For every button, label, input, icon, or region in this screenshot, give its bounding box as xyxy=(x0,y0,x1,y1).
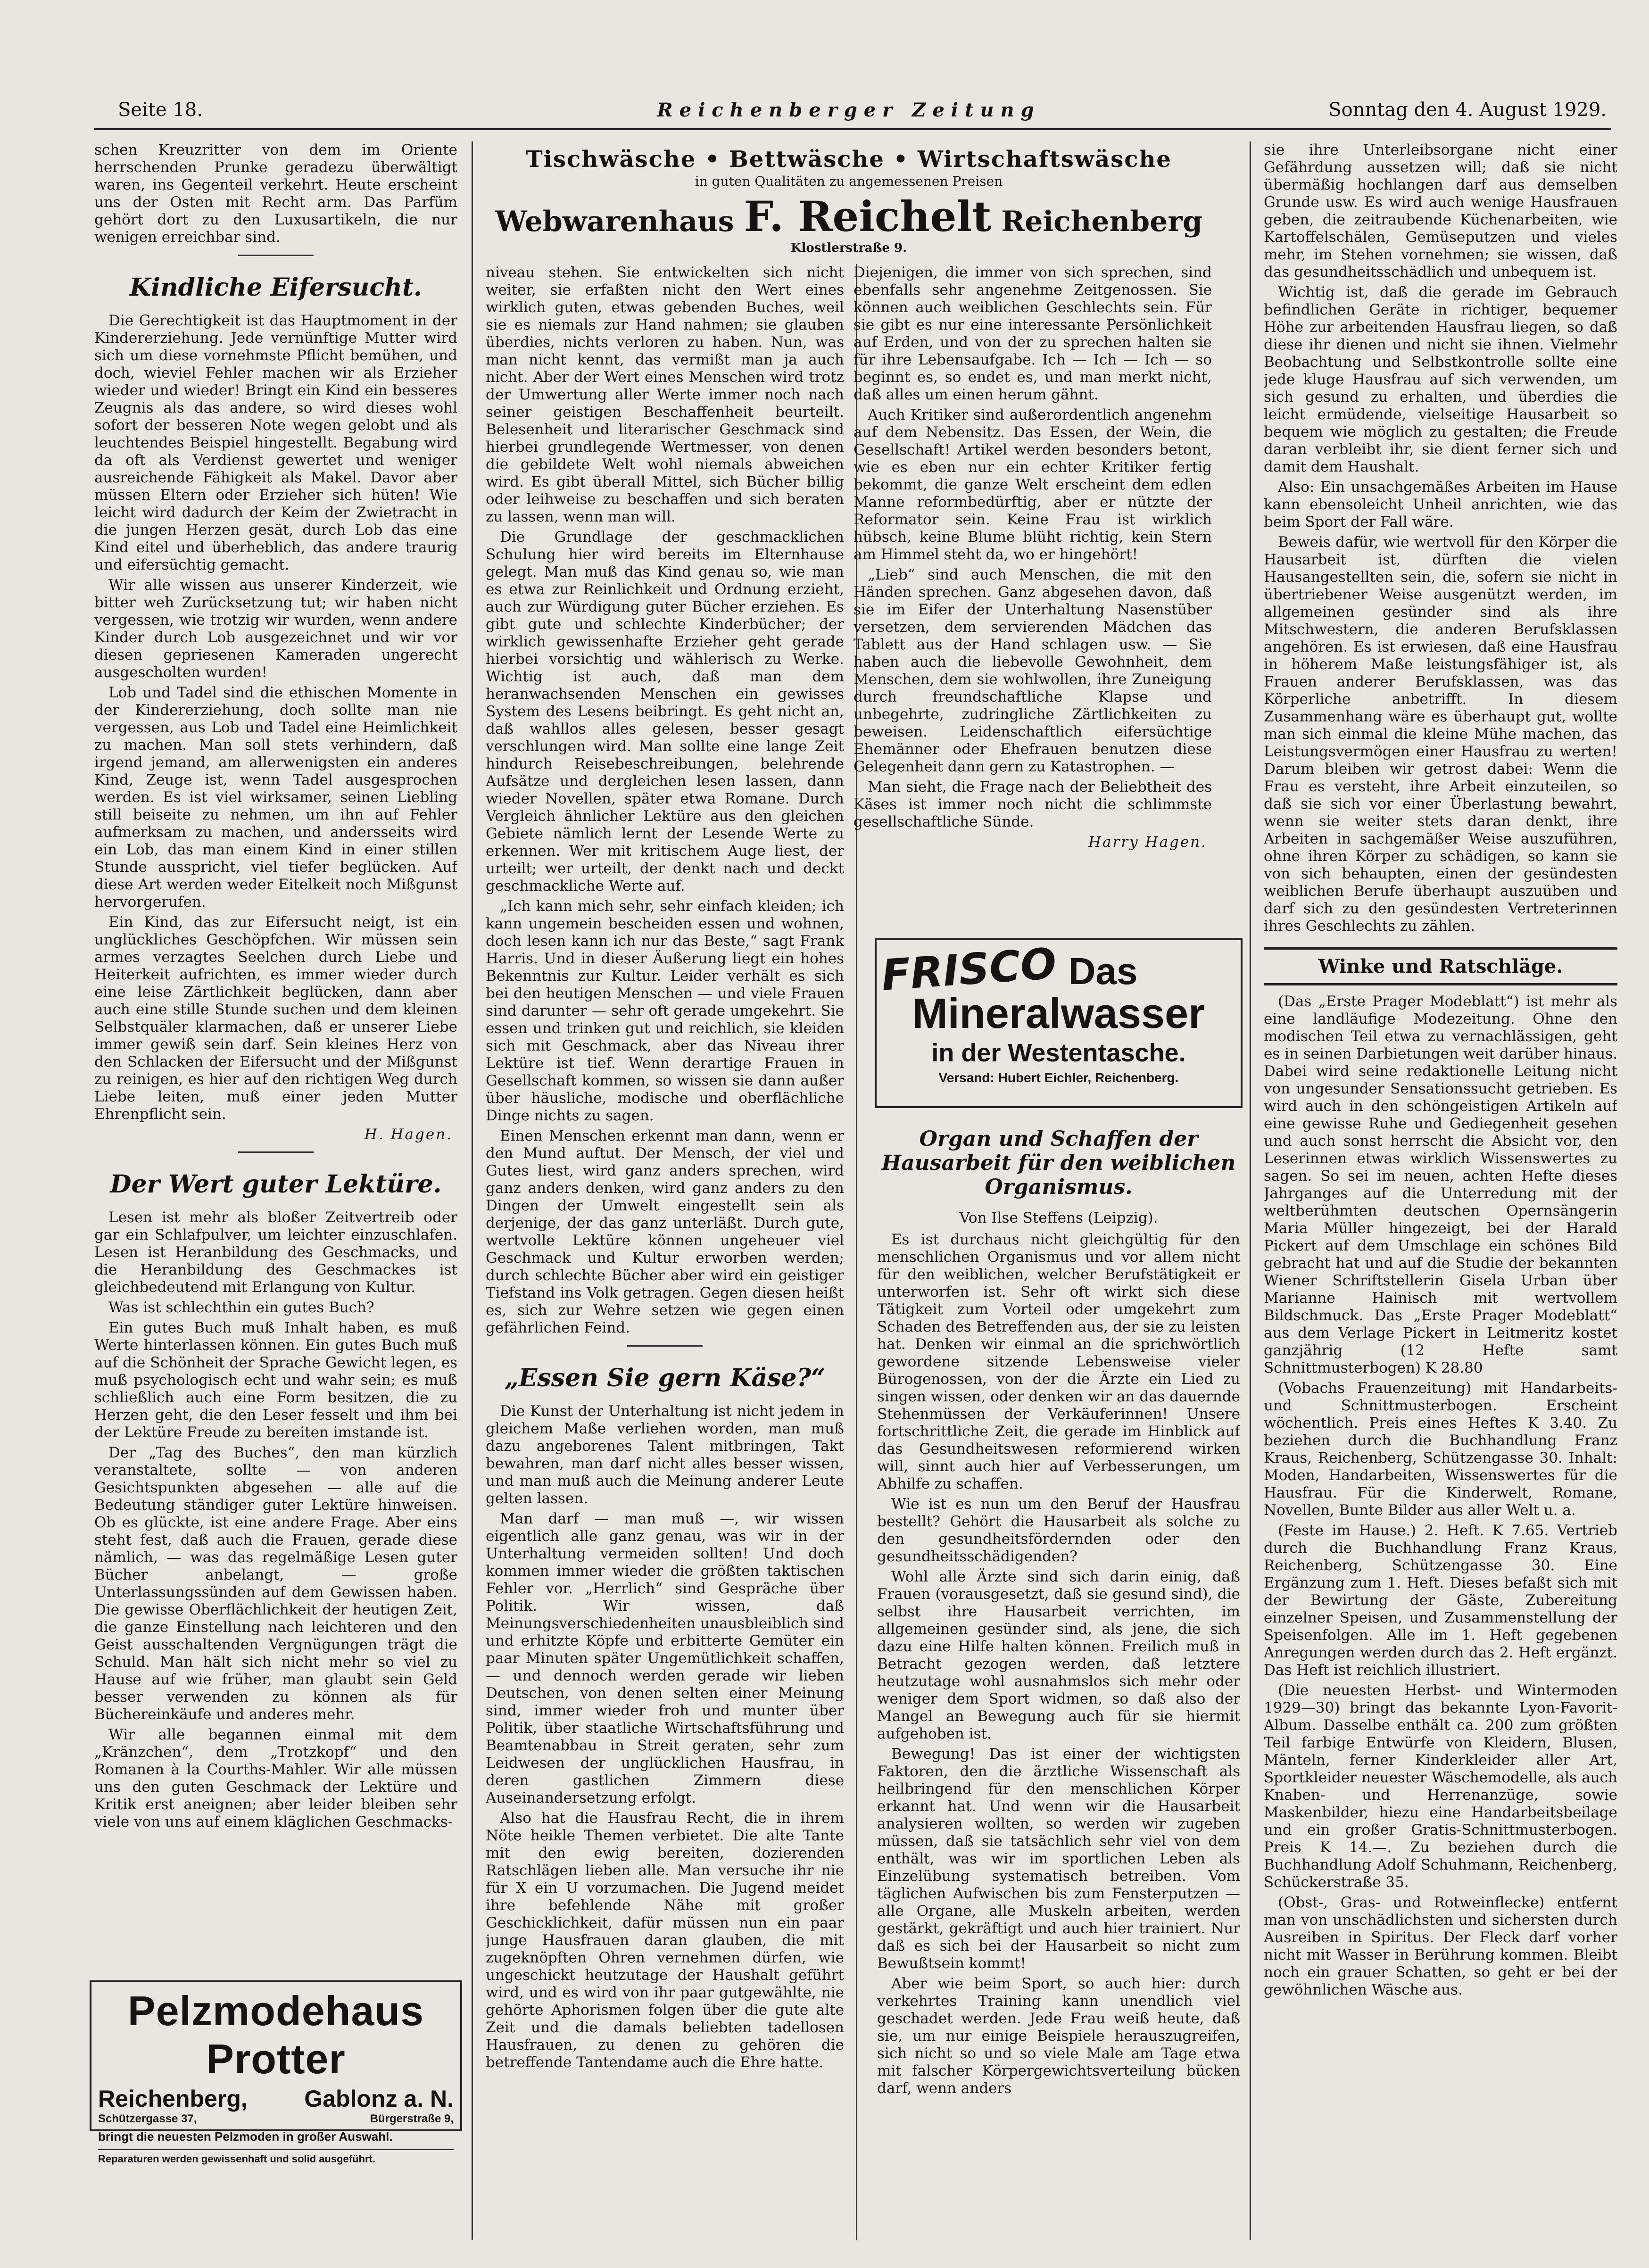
intro-text: schen Kreuzritter von dem im Oriente herrschenden Prunke geradezu überwältigt waren, ins Gegenteil verkehrt. Heute erscheint uns der Osten mit Recht arm. Das Parfüm gehört dort zu den Luxusartikeln, die nur wenigen erreichbar sind. xyxy=(94,141,457,246)
article-title: Organ und Schaffen der Hausarbeit für den weiblichen Organismus. xyxy=(881,1127,1236,1199)
ad-city: Gablonz a. N. xyxy=(304,2086,454,2112)
ad-footer: Reparaturen werden gewissenhaft und solid ausgeführt. xyxy=(98,2149,454,2165)
author-signature: Harry Hagen. xyxy=(1088,834,1207,851)
paragraph: Wir alle wissen aus unserer Kinderzeit, wie bitter weh Zurücksetzung tut; wir haben nicht vergessen, wie trotzig wir wurden, wenn andere Kinder durch Lob ausgezeichnet und wir vor diesen gepriesenen Kameraden ungerecht ausgescholten wurden! xyxy=(94,577,457,681)
ad-brand: FRISCO xyxy=(879,939,1058,1001)
issue-date: Sonntag den 4. August 1929. xyxy=(1328,99,1607,121)
paragraph: Wir alle begannen einmal mit dem „Kränzchen“, dem „Trotzkopf“ und den Romanen à la Courths-Mahler. Wir alle müssen uns den guten Geschmack der Lektüre und Kritik erst aneignen; aber leider bleiben sehr viele von uns auf einem kläglichen Geschmacks- xyxy=(94,1726,457,1830)
ad-company xyxy=(486,192,1212,241)
paragraph: „Lieb“ sind auch Menschen, die mit den Händen sprechen. Ganz abgesehen davon, daß sie im Eifer der Unterhaltung Nasenstüber versetzen, dem servierenden Mädchen das Tablett aus der Hand schlagen usw. — Sie haben auch die liebevolle Gewohnheit, dem Menschen, dem sie wohlwollen, ihre Zuneigung durch freundschaftliche Klapse und unbegehrte, zudringliche Zärtlichkeiten zu beweisen. Leidenschaftlich eifersüchtige Ehemänner oder Ehefrauen benutzen diese Gelegenheit dann gern zu Katastrophen. — xyxy=(854,566,1212,775)
page-number: Seite 18. xyxy=(118,99,203,121)
section-title: Winke und Ratschläge. xyxy=(1264,947,1617,985)
paragraph: Lob und Tadel sind die ethischen Momente in der Kindererziehung, doch sollte man nie vergessen, aus Lob und Tadel eine Heimlichkeit zu machen. Man soll stets verhindern, daß irgend jemand, am allerwenigsten ein anderes Kind, Zeuge ist, wenn Tadel ausgesprochen werden. Es ist viel wirksamer, seinen Liebling still beiseite zu nehmen, um ihn auf Fehler aufmerksam zu machen, und andersseits wird ein Lob, das man einem Kind in einer stillen Stunde ausspricht, viel tiefer beglücken. Auf diese Art werden weder Eitelkeit noch Mißgunst hervorgerufen. xyxy=(94,684,457,911)
ad-headline: Tischwäsche • Bettwäsche • Wirtschaftswäsche xyxy=(526,146,1172,173)
frisco-advertisement xyxy=(875,938,1243,1108)
paragraph: niveau stehen. Sie entwickelten sich nicht weiter, sie erfaßten nicht den Wert eines wirklich guten, etwas gebenden Buches, weil sie es niemals zur Hand nahmen; sie glauben überdies, nichts verloren zu haben. Nun, was man nicht kennt, das vermißt man ja auch nicht. Aber der Wert eines Menschen wird trotz der Umwertung aller Werte immer noch nach seiner geistigen Beschaffenheit beurteilt. Belesenheit und literarischer Geschmack sind hierbei grundlegende Wertmesser, von denen die gebildete Welt wohl niemals abweichen wird. Es gibt überall Mittel, sich Bücher billig oder leihweise zu beschaffen und sich beraten zu lassen, wenn man will. xyxy=(486,264,844,525)
paragraph: (Feste im Hause.) 2. Heft. K 7.65. Vertrieb durch die Buchhandlung Franz Kraus, Reichenberg, Schützengasse 30. Eine Ergänzung zum 1. Heft. Dieses befaßt sich mit der Bewirtung der Gäste, Zubereitung einzelner Speisen, und Zusammenstellung der Speisenfolgen. Alle im 1. Heft gegebenen Anregungen werden durch das 2. Heft ergänzt. Das Heft ist reichlich illustriert. xyxy=(1264,1522,1617,1679)
column-2 xyxy=(486,264,844,2235)
paragraph: Auch Kritiker sind außerordentlich angenehm auf dem Nebensitz. Das Essen, der Wein, die Gesellschaft! Artikel werden besonders betont, wie es eben nur ein echter Kritiker fertig bekommt, die ganze Welt erscheint dem edlen Manne reformbedürftig, aber er nützte der Reformator sein. Keine Frau ist wirklich hübsch, keine Blume blüht richtig, kein Stern am Himmel steht da, wo er hingehört! xyxy=(854,406,1212,563)
ad-product: Mineralwasser xyxy=(912,990,1205,1037)
paragraph: Ein Kind, das zur Eifersucht neigt, ist ein unglückliches Geschöpfchen. Wir müssen sein armes verzagtes Seelchen durch Liebe und Heiterkeit aufrichten, es immer wieder durch eine leise Zärtlichkeit beglücken, dann aber auch eine stille Stunde suchen und dem kleinen Selbstquäler klarmachen, daß er unserer Liebe immer gewiß sein darf. Sein kleines Herz von den Schlacken der Eifersucht und der Mißgunst zu reinigen, es hier auf den richtigen Weg durch Liebe leiten, muß einer jeden Mutter Ehrenpflicht sein. xyxy=(94,914,457,1123)
paragraph: Wohl alle Ärzte sind sich darin einig, daß Frauen (vorausgesetzt, daß sie gesund sind), die selbst ihre Hausarbeit verrichten, im allgemeinen gesünder sind, als jene, die sich dazu eine Hilfe halten können. Freilich muß in Betracht gezogen werden, daß letztere heutzutage wohl ausnahmslos sich mehr oder weniger dem Sport widmen, so daß also der Mangel an Bewegung auch für sie hiermit aufgehoben ist. xyxy=(877,1568,1240,1742)
article-byline: Von Ilse Steffens (Leipzig). xyxy=(959,1209,1158,1226)
column-3-upper xyxy=(854,264,1212,915)
paragraph: (Vobachs Frauenzeitung) mit Handarbeits- und Schnittmusterbogen. Erscheint wöchentlich. Preis eines Heftes K 3.40. Zu beziehen durch die Buchhandlung Franz Kraus, Reichenberg, Schützengasse 30. Inhalt: Moden, Handarbeiten, Wissenswertes für die Hausfrau. Für die Kinderwelt, Romane, Novellen, Bunte Bilder aus aller Welt u. a. xyxy=(1264,1380,1617,1519)
ad-company-prefix: Webwarenhaus xyxy=(495,205,734,238)
paragraph: Was ist schlechthin ein gutes Buch? xyxy=(108,1299,374,1316)
paragraph: Der „Tag des Buches“, den man kürzlich veranstaltete, sollte — von anderen Gesichtspunkten abgesehen — alle auf die Bedeutung ständiger guter Lektüre hinweisen. Ob es glückte, ist eine andere Frage. Aber eins steht fest, daß auch die Frauen, gerade diese nämlich, — was das regelmäßige Lesen guter Bücher anbelangt, — große Unterlassungssünden auf dem Gewissen haben. Die gewisse Oberflächlichkeit der heutigen Zeit, die ganze Einstellung nach leichteren und den Geist ausschaltenden Vergnügungen trägt die Schuld. Man hält sich nicht mehr so viel zu Hause auf wie früher, man glaubt sein Geld besser verwenden zu können als für Büchereinkäufe und anderes mehr. xyxy=(94,1444,457,1723)
paragraph: „Ich kann mich sehr, sehr einfach kleiden; ich kann ungemein bescheiden essen und wohnen, doch lesen kann ich nur das Beste,“ sagt Frank Harris. Und in dieser Äußerung liegt ein hohes Bekenntnis zur Kultur. Leider verhält es sich bei den heutigen Menschen — und viele Frauen sind darunter — sehr oft gerade umgekehrt. Sie essen und trinken gut und reichlich, sie kleiden sich mit Geschmack, aber das Niveau ihrer Lektüre ist tief. Wenn derartige Frauen in Gesellschaft kommen, so wissen sie dann außer über häusliche, modische und oberflächliche Dinge nichts zu sagen. xyxy=(486,898,844,1124)
paragraph: Wie ist es nun um den Beruf der Hausfrau bestellt? Gehört die Hausarbeit als solche zu den gesundheitsfördernden oder den gesundheitsschädigenden? xyxy=(877,1496,1240,1565)
ad-headline: Das xyxy=(1068,950,1138,992)
ad-distributor: Versand: Hubert Eichler, Reichenberg. xyxy=(938,1070,1179,1085)
paragraph: Man sieht, die Frage nach der Beliebtheit des Käses ist immer noch nicht die schlimmste gesellschaftliche Sünde. xyxy=(854,778,1212,830)
paragraph: Diejenigen, die immer von sich sprechen, sind ebenfalls sehr angenehme Zeitgenossen. Sie können auch weiblichen Geschlechts sein. Für sie gibt es nur eine interessante Persönlichkeit auf Erden, und von der zu sprechen halten sie für ihre Lebensaufgabe. Ich — Ich — Ich — so beginnt es, so endet es, und man merkt nicht, daß alles um einen herum gähnt. xyxy=(854,264,1212,403)
article-title: „Essen Sie gern Käse?“ xyxy=(505,1364,825,1392)
paragraph: Die Grundlage der geschmacklichen Schulung hier wird bereits im Elternhause gelegt. Man muß das Kind genau so, wie man es etwa zur Reinlichkeit und Ordnung erzieht, auch zur Würdigung guter Bücher erziehen. Es gibt gute und schlechte Kinderbücher; der wirklich gewissenhafte Erzieher geht gerade hierbei vorsichtig und wählerisch zu Werke. Wichtig ist auch, daß man dem heranwachsenden Menschen ein gewisses System des Lesens beibringt. Es geht nicht an, daß wahllos alles gelesen, besser gesagt verschlungen wird. Man sollte eine lange Zeit hindurch Reisebeschreibungen, belehrende Aufsätze und dergleichen lesen lassen, dann wieder Novellen, später etwa Romane. Durch Vergleich ähnlicher Lektüre aus den gleichen Gebiete nämlich lernt der Lesende Werte zu erkennen. Wer mit kritischem Auge liest, der urteilt; wer urteilt, der denkt nach und deckt geschmackliche Werte auf. xyxy=(486,529,844,894)
divider xyxy=(627,1345,703,1347)
column-divider xyxy=(1250,141,1251,2240)
author-signature: H. Hagen. xyxy=(364,1126,453,1143)
paragraph: Man darf — man muß —, wir wissen eigentlich alle ganz genau, was wir in der Unterhaltung vermeiden sollten! Und doch kommen immer wieder die größten taktischen Fehler vor. „Herrlich“ sind Gespräche über Politik. Wir wissen, daß Meinungsverschiedenheiten unausbleiblich sind und erhitzte Köpfe und erbitterte Gemüter ein paar Minuten später Ungemütlichkeit schaffen, — und dennoch werden gerade wir lieben Deutschen, von denen selten einer Meinung sind, immer wieder froh und munter über Politik, über staatliche Wirtschaftsführung und Beamtenabbau in Streit geraten, sehr zum Leidwesen der unglücklichen Hausfrau, in deren gastlichen Zimmern diese Auseinandersetzung erfolgt. xyxy=(486,1510,844,1806)
paragraph: Wichtig ist, daß die gerade im Gebrauch befindlichen Geräte in richtiger, bequemer Höhe zur arbeitenden Hausfrau liegen, so daß diese ihr dienen und nicht sie ihnen. Vielmehr Beobachtung und Selbstkontrolle sollte eine jede kluge Hausfrau auf sich verwenden, um sich gesund zu erhalten, und überdies die leicht ermüdende, vielseitige Hausarbeit so bequem wie möglich zu gestalten; die Freude daran verbleibt ihr, sie dient ferner sich und damit dem Haushalt. xyxy=(1264,284,1617,475)
paragraph: (Obst-, Gras- und Rotweinflecke) entfernt man von unschädlichsten und sichersten durch Ausreiben in Spiritus. Der Fleck darf vorher nicht mit Wasser in Berührung kommen. Bleibt noch ein grauer Schatten, so geht er bei der gewöhnlichen Wäsche aus. xyxy=(1264,1894,1617,1998)
paragraph: Bewegung! Das ist einer der wichtigsten Faktoren, den die ärztliche Wissenschaft als heilbringend für den menschlichen Körper erkannt hat. Und wenn wir die Hausarbeit analysieren wollten, so werden wir zugeben müssen, daß sie tatsächlich sehr viel von dem enthält, was wir im sportlichen Leben als Einzelübung systematisch betreiben. Vom täglichen Aufwischen bis zum Fensterputzen — alle Organe, alle Muskeln arbeiten, werden gestärkt, gekräftigt und auch hier trainiert. Nur daß es sich bei der Hausarbeit so nicht zum Bewußtsein kommt! xyxy=(877,1746,1240,1972)
divider xyxy=(238,255,314,256)
paragraph: (Das „Erste Prager Modeblatt“) ist mehr als eine landläufige Modezeitung. Ohne den modischen Teil etwa zu vernachlässigen, geht es in seinen Darbietungen weit darüber hinaus. Dabei wird seine redaktionelle Leitung nicht von ungesunder Sensationssucht getrieben. Es wird auch in den schöngeistigen Artikeln auf eine gewisse Ruhe und Gediegenheit gesehen und auch sonst herrscht die Absicht vor, den Leserinnen etwas wirklich Wissenswertes zu sagen. So sei im neuen, achten Hefte dieses Jahrganges auf die Unterredung mit der weltberühmten deutschen Opernsängerin Maria Müller hingezeigt, bei der Harald Pickert auf dem Umschlage ein schönes Bild gebracht hat und auf die Studie der bekannten Wiener Schriftstellerin Gisela Urban über Marianne Hainisch mit wertvollem Bildschmuck. Das „Erste Prager Modeblatt“ aus dem Verlage Pickert in Leitmeritz kostet ganzjährig (12 Hefte samt Schnittmusterbogen) K 28.80 xyxy=(1264,993,1617,1376)
ad-company-city: Reichenberg xyxy=(1001,205,1202,238)
article-title: Kindliche Eifersucht. xyxy=(129,273,423,302)
paragraph: Ein gutes Buch muß Inhalt haben, es muß Werte hinterlassen können. Ein gutes Buch muß auf die Schönheit der Sprache Gewicht legen, es muß psychologisch echt und wahr sein; es muß schließlich auch eine Form besitzen, die zu Herzen geht, die den Leser fesselt und ihm bei der Lektüre Freude zu bereiten imstande ist. xyxy=(94,1319,457,1441)
column-1 xyxy=(94,141,457,2235)
header-rule xyxy=(94,128,1611,130)
paragraph: Einen Menschen erkennt man dann, wenn er den Mund auftut. Der Mensch, der viel und Gutes liest, wird ganz anders sprechen, wird ganz anders denken, wird ganz anders zu den Dingen der Umwelt eingestellt sein als derjenige, der das ganz unterläßt. Durch gute, wertvolle Lektüre können ungeheuer viel Geschmack und Kultur erworben werden; durch schlechte Bücher aber wird ein geistiger Tiefstand ins Volk getragen. Gegen diesen heißt es, sich zur Wehre setzen wie gegen einen gefährlichen Feind. xyxy=(486,1127,844,1336)
column-divider xyxy=(472,141,473,2240)
paragraph: Lesen ist mehr als bloßer Zeitvertreib oder gar ein Schlafpulver, um leichter einzuschlafen. Lesen ist Heranbildung des Geschmacks, und die Heranbildung des Geschmackes ist gleichbedeutend mit Erlangung von Kultur. xyxy=(94,1209,457,1296)
divider xyxy=(238,1151,314,1153)
article-title: Der Wert guter Lektüre. xyxy=(110,1170,442,1199)
paragraph: Die Kunst der Unterhaltung ist nicht jedem in gleichem Maße verliehen worden, man muß dazu angeborenes Talent mitbringen, Takt bewahren, man darf nicht alles besser wissen, und man muß auch die Meinung anderer Leute gelten lassen. xyxy=(486,1403,844,1507)
ad-company-name: F. Reichelt xyxy=(744,192,992,241)
paragraph: Also: Ein unsachgemäßes Arbeiten im Hause kann ebensoleicht Unheil anrichten, wie das beim Sport der Fall wäre. xyxy=(1264,479,1617,530)
column-4 xyxy=(1264,141,1617,2235)
reichelt-advertisement xyxy=(486,141,1212,255)
paragraph: Also hat die Hausfrau Recht, die in ihrem Nöte heikle Themen verbietet. Die alte Tante mit den ewig bereiten, dozierenden Ratschlägen lieben alle. Man versuche ihr nie für X ein U vorzumachen. Die Jugend meidet ihre befehlende Nähe mit großer Geschicklichkeit, dafür müssen nun ein paar junge Hausfrauen daran glauben, die mit zugeknöpften Ohren vernehmen dürfen, wie ungeschickt heutzutage der Haushalt geführt wird, und es wird von ihr paar gutgewählte, nie gehörte Aphorismen folgen über die gute alte Zeit und die damals beliebten tadellosen Hausfrauen, zu denen zu gehören die betreffende Tantendame auch die Ehre hatte. xyxy=(486,1810,844,2071)
paragraph: Es ist durchaus nicht gleichgültig für den menschlichen Organismus und vor allem nicht für den weiblichen, welcher Berufstätigkeit er unterworfen ist. Sehr oft wirkt sich diese Tätigkeit zum Vorteil oder umgekehrt zum Schaden des Betreffenden aus, der sie zu leisten hat. Denken wir einmal an die sprichwörtlich gewordene sitzende Lebensweise vieler Bürogenossen, von der die Ärzte ein Lied zu singen wissen, oder denken wir an das dauernde Stehenmüssen der Verkäuferinnen! Unsere fortschrittliche Zeit, die gerade im Hinblick auf das Gesundheitswesen reformierend wirken will, sinnt auch hier auf Verbesserungen, um Abhilfe zu schaffen. xyxy=(877,1231,1240,1492)
paragraph: Beweis dafür, wie wertvoll für den Körper die Hausarbeit ist, dürften die vielen Hausangestellten sein, die, sofern sie nicht in übertriebener Weise ausgenützt werden, im allgemeinen gesünder sind als ihre Mitschwestern, die anderen Berufsklassen angehören. Es ist erwiesen, daß eine Hausfrau in höherem Maße leistungsfähiger ist, als Frauen anderer Berufsklassen, was das Körperliche anbetrifft. In diesem Zusammenhang wäre es überhaupt gut, wollte man sich einmal die kleine Mühe machen, das Leistungsvermögen einer Hausfrau zu werten! Darum bleiben wir getrost dabei: Wenn die Frau es versteht, ihre Arbeit einzuteilen, so daß sie sich vor einer Überlastung bewahrt, wenn sie weiter stets daran denkt, ihre Arbeiten in sachgemäßer Weise auszuführen, ohne ihren Körper zu schädigen, so kann sie von sich behaupten, einen der gesündesten weiblichen Berufe überhaupt auszuüben und darf sich zu den gesündesten Vertreterinnen ihres Geschlechts zu zählen. xyxy=(1264,534,1617,935)
ad-slogan: in der Westentasche. xyxy=(931,1039,1186,1067)
paragraph: Aber wie beim Sport, so auch hier: durch verkehrtes Training kann unendlich viel geschadet werden. Jede Frau weiß heute, daß sie, um nur einige Beispiele herauszugreifen, sich nicht so und so viele Male am Tage etwa mit falscher Körpergewichtsverteilung bücken darf, wenn anders xyxy=(877,1975,1240,2097)
protter-advertisement xyxy=(90,1980,462,2165)
column-3-lower xyxy=(877,1122,1240,2235)
paragraph: Die Gerechtigkeit ist das Hauptmoment in der Kindererziehung. Jede vernünftige Mutter wird sich um diese vornehmste Pflicht bemühen, und doch, wieviel Fehler machen wir als Erzieher wieder und wieder! Bringt ein Kind ein besseres Zeugnis als das andere, so wird dieses wohl sofort der besseren Note wegen gelobt und als leuchtendes Beispiel hingestellt. Begabung wird da oft als Verdienst gewertet und weniger ausreichende Fähigkeit als Makel. Davor aber müssen Eltern oder Erzieher sich hüten! Wie leicht wird dadurch der Keim der Zwietracht in die jungen Herzen gesät, durch Lob das eine Kind eitel und überheblich, das andere traurig und eifersüchtig gemacht. xyxy=(94,312,457,573)
newspaper-title: Reichenberger Zeitung xyxy=(657,99,1041,121)
ad-city: Reichenberg, xyxy=(98,2086,248,2112)
ad-address: Klostlerstraße 9. xyxy=(790,241,907,255)
ad-subline: in guten Qualitäten zu angemessenen Preisen xyxy=(695,174,1003,189)
ad-address: Bürgerstraße 9, xyxy=(370,2112,454,2125)
ad-address: Schützergasse 37, xyxy=(98,2112,197,2125)
paragraph: (Die neuesten Herbst- und Wintermoden 1929—30) bringt das bekannte Lyon-Favorit-Album. Dasselbe enthält ca. 200 zum größten Teil farbige Entwürfe von Kleidern, Blusen, Mänteln, ferner Kinderkleider aller Art, Sportkleider neuester Wäschemodelle, als auch Knaben- und Herrenanzüge, sowie Maskenbilder, hiezu eine Handarbeitsbeilage und ein großer Gratis-Schnittmusterbogen. Preis K 14.—. Zu beziehen durch die Buchhandlung Adolf Schuhmann, Reichenberg, Schückerstraße 35. xyxy=(1264,1682,1617,1891)
ad-text: bringt die neuesten Pelzmoden in großer Auswahl. xyxy=(98,2129,393,2144)
paragraph: sie ihre Unterleibsorgane nicht einer Gefährdung aussetzen will; daß sie nicht übermäßig hochlangen darf aus demselben Grunde usw. Es wird auch wenige Hausfrauen geben, die zeitraubende Küchenarbeiten, wie Kartoffelschälen, Gemüseputzen und vieles mehr, im Stehen vornehmen; sie wissen, daß das gesundheitsschädlich und unbequem ist. xyxy=(1264,141,1617,281)
ad-brand: Pelzmodehaus Protter xyxy=(127,1987,424,2082)
